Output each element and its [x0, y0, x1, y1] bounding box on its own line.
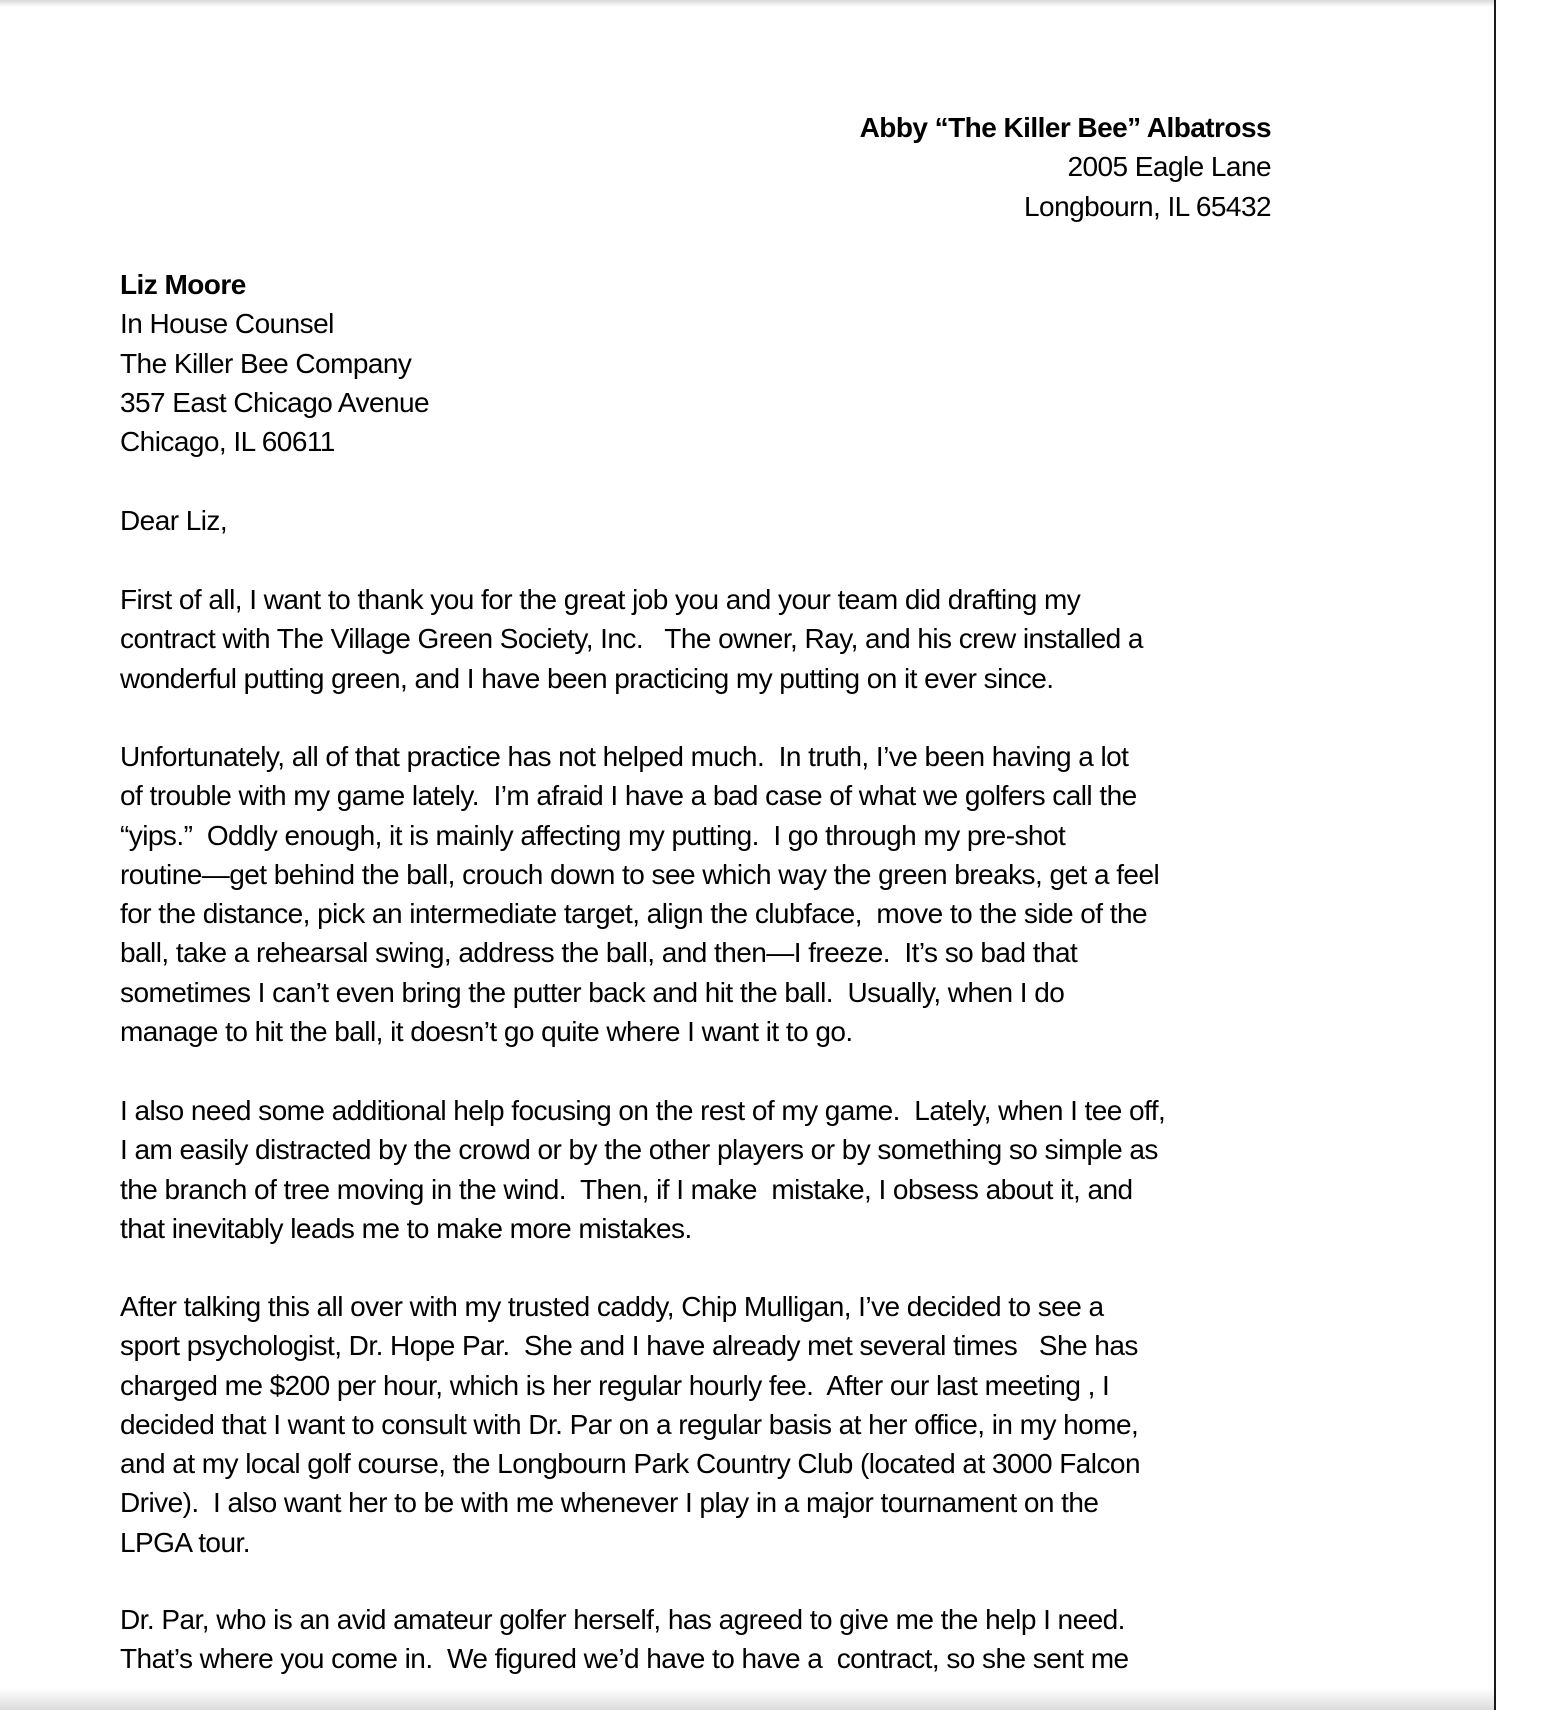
paragraph-line: wonderful putting green, and I have been practicing my putting on it ever since.: [120, 662, 1054, 694]
paragraph-line: ball, take a rehearsal swing, address the ball, and then—I freeze. It’s so bad that: [120, 937, 1078, 969]
paragraph-line: decided that I want to consult with Dr. Par on a regular basis at her office, in my home,: [120, 1408, 1139, 1440]
paragraph-line: First of all, I want to thank you for the great job you and your team did drafting my: [120, 584, 1081, 615]
recipient-city: Chicago, IL 60611: [120, 426, 335, 458]
paragraph-1: [120, 580, 1280, 698]
paragraph-2: [120, 737, 1280, 1051]
paragraph-line: LPGA tour.: [120, 1526, 250, 1558]
paragraph-line: Dr. Par, who is an avid amateur golfer herself, has agreed to give me the help I need.: [120, 1604, 1125, 1635]
sender-name: Abby “The Killer Bee” Albatross: [859, 112, 1271, 143]
paragraph-line: I also need some additional help focusing on the rest of my game. Lately, when I tee off,: [120, 1095, 1166, 1126]
paragraph-line: and at my local golf course, the Longbourn Park Country Club (located at 3000 Falcon: [120, 1448, 1140, 1480]
paragraph-4: [120, 1287, 1280, 1562]
sender-address-block: [860, 108, 1271, 226]
recipient-name: Liz Moore: [120, 269, 246, 300]
paragraph-line: I am easily distracted by the crowd or by the other players or by something so simple as: [120, 1134, 1158, 1166]
paragraph-line: the branch of tree moving in the wind. Then, if I make mistake, I obsess about it, and: [120, 1173, 1133, 1205]
paragraph-line: sometimes I can’t even bring the putter back and hit the ball. Usually, when I do: [120, 976, 1065, 1008]
recipient-title: In House Counsel: [120, 308, 334, 340]
viewer-background: [1496, 0, 1554, 1710]
paragraph-line: Unfortunately, all of that practice has not helped much. In truth, I’ve been having a lot: [120, 741, 1129, 772]
recipient-company: The Killer Bee Company: [120, 347, 412, 379]
sender-city: Longbourn, IL 65432: [1024, 190, 1271, 222]
recipient-street: 357 East Chicago Avenue: [120, 386, 430, 418]
salutation-text: Dear Liz,: [120, 505, 228, 536]
paragraph-line: sport psychologist, Dr. Hope Par. She and I have already met several times She has: [120, 1330, 1138, 1362]
page-top-shadow: [0, 0, 1494, 7]
paragraph-3: [120, 1091, 1280, 1248]
paragraph-line: Drive). I also want her to be with me whenever I play in a major tournament on the: [120, 1487, 1099, 1519]
paragraph-line: charged me $200 per hour, which is her regular hourly fee. After our last meeting , I: [120, 1369, 1110, 1401]
paragraph-line: routine—get behind the ball, crouch down to see which way the green breaks, get a feel: [120, 858, 1160, 890]
sender-street: 2005 Eagle Lane: [1067, 151, 1271, 183]
paragraph-line: for the distance, pick an intermediate target, align the clubface, move to the side of the: [120, 898, 1148, 930]
paragraph-line: “yips.” Oddly enough, it is mainly affecting my putting. I go through my pre-shot: [120, 819, 1066, 851]
paragraph-line: That’s where you come in. We figured we’d have to have a contract, so she sent me: [120, 1643, 1129, 1675]
page-bottom-shadow: [0, 1688, 1494, 1710]
paragraph-line: of trouble with my game lately. I’m afraid I have a bad case of what we golfers call the: [120, 780, 1137, 812]
paragraph-line: contract with The Village Green Society, Inc. The owner, Ray, and his crew installed a: [120, 623, 1143, 655]
salutation: [120, 501, 1280, 540]
paragraph-line: that inevitably leads me to make more mistakes.: [120, 1212, 692, 1244]
paragraph-5: [120, 1600, 1280, 1679]
paragraph-line: manage to hit the ball, it doesn’t go quite where I want it to go.: [120, 1016, 853, 1048]
paragraph-line: After talking this all over with my trusted caddy, Chip Mulligan, I’ve decided to see a: [120, 1291, 1104, 1322]
recipient-address-block: [120, 265, 1280, 461]
